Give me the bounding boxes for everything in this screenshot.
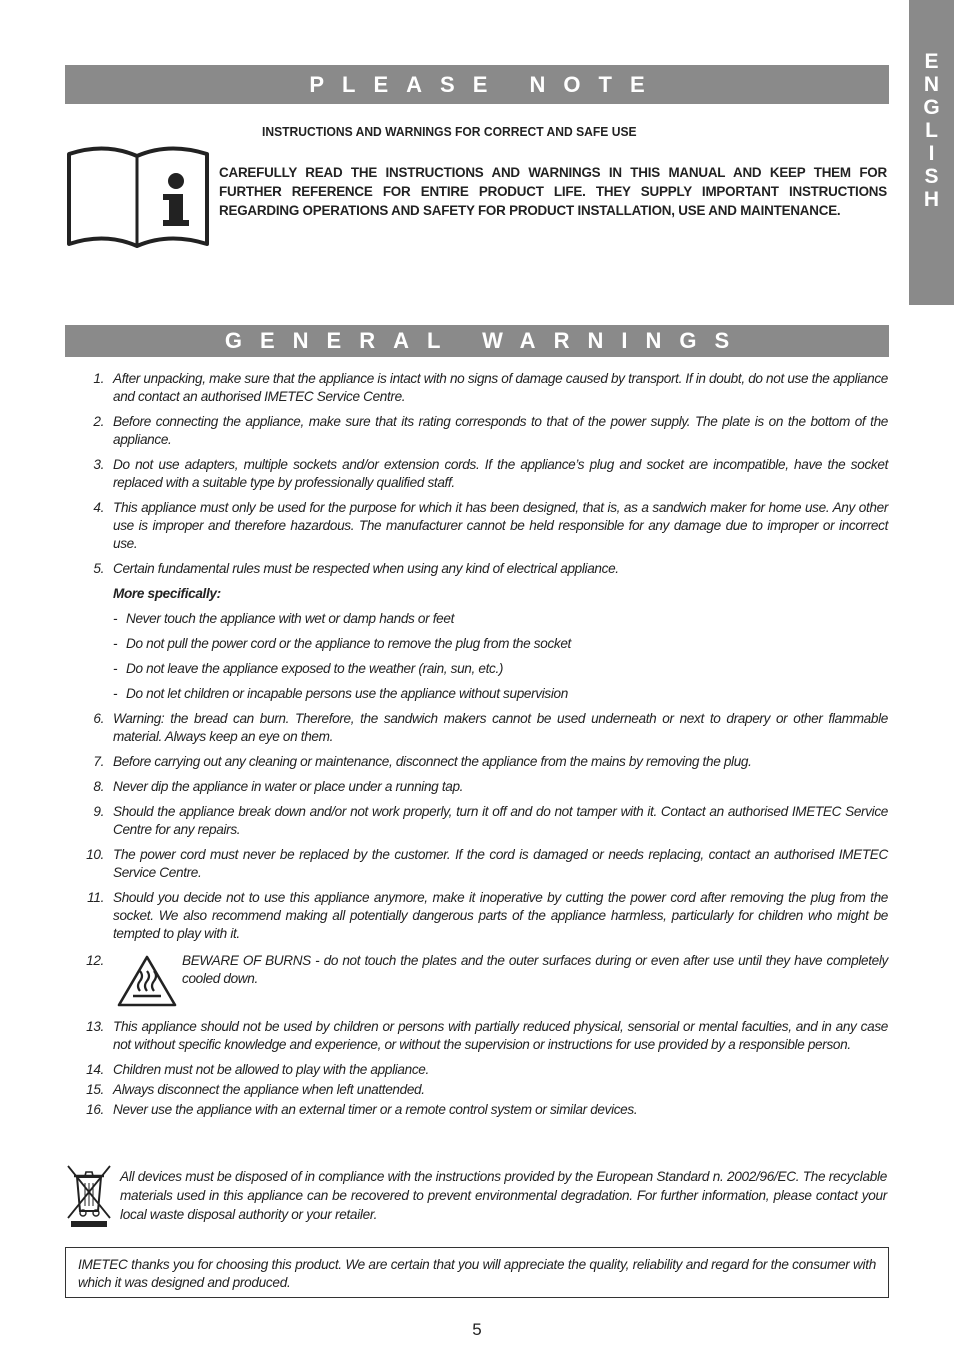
item-number: 8.	[93, 779, 104, 794]
warnings-list	[66, 370, 888, 943]
sub-item-text: Never touch the appliance with wet or damp hands or feet	[126, 611, 454, 626]
crossed-bin-icon	[65, 1163, 113, 1229]
language-letter: L	[925, 119, 938, 142]
item-text: Children must not be allowed to play with the appliance.	[113, 1062, 429, 1077]
item-number: 16.	[86, 1102, 104, 1117]
list-item	[66, 560, 888, 578]
item-number: 12.	[86, 953, 104, 968]
item-number: 3.	[93, 457, 104, 472]
burn-warning-item	[69, 952, 888, 988]
sub-item-text: Do not pull the power cord or the appliance to remove the plug from the socket	[126, 636, 571, 651]
list-item	[66, 1101, 888, 1119]
item-text: BEWARE OF BURNS - do not touch the plates and the outer surfaces during or even after use until they have completely cooled down.	[182, 953, 888, 986]
intro-paragraph: CAREFULLY READ THE INSTRUCTIONS AND WARNINGS IN THIS MANUAL AND KEEP THEM FOR FURTHER REFERENCE FOR ENTIRE PRODUCT LIFE. THEY SUPPLY IMPORTANT INSTRUCTIONS REGARDING OPERATIONS AND SAFETY FOR PRODUCT INSTALLATION, USE AND MAINTENANCE.	[219, 165, 887, 218]
language-letter: G	[923, 96, 940, 119]
item-text: After unpacking, make sure that the appliance is intact with no signs of damage caused by transport. If in doubt, do not use the appliance and contact an authorised IMETEC Service Centre.	[113, 371, 888, 404]
warnings-list-continued	[66, 1018, 888, 1119]
list-item	[66, 413, 888, 449]
item-number: 15.	[86, 1082, 104, 1097]
list-item	[66, 778, 888, 796]
item-text: This appliance should not be used by children or persons with partially reduced physical, sensorial or mental faculties, and in any case not without specific knowledge and experience, or without the supervision or instructions for use provided by a responsible person.	[113, 1019, 888, 1052]
list-item	[66, 803, 888, 839]
please-note-heading: PLEASE NOTE	[65, 65, 889, 104]
item-text: Always disconnect the appliance when left unattended.	[113, 1082, 425, 1097]
list-item	[66, 499, 888, 553]
item-text: Should you decide not to use this appliance anymore, make it inoperative by cutting the power cord after removing the plug from the socket. We also recommend making all potentially dangerous parts of the appliance harmless, particularly for children who might be tempted to play with it.	[113, 890, 888, 941]
sub-list-item: - Do not let children or incapable persons use the appliance without supervision	[113, 686, 568, 701]
page-number: 5	[472, 1320, 482, 1339]
language-tab-letters	[909, 50, 954, 211]
language-letter: I	[928, 142, 935, 165]
instructions-subheading: INSTRUCTIONS AND WARNINGS FOR CORRECT AND SAFE USE	[262, 124, 637, 139]
item-text: Warning: the bread can burn. Therefore, the sandwich makers cannot be used underneath or next to drapery or other flammable material. Always keep an eye on them.	[113, 711, 888, 744]
item-number: 11.	[87, 890, 104, 905]
general-warnings-heading: GENERAL WARNINGS	[65, 325, 889, 357]
language-letter: H	[923, 188, 940, 211]
item-number: 6.	[93, 711, 104, 726]
item-text: This appliance must only be used for the purpose for which it has been designed, that is, as a sandwich maker for home use. Any other use is improper and therefore hazardous. The manufacturer cannot be held responsible for any damage due to improper or incorrect use.	[113, 500, 888, 551]
item-text: Never dip the appliance in water or place under a running tap.	[113, 779, 464, 794]
sub-item-text: Do not let children or incapable persons use the appliance without supervision	[126, 686, 568, 701]
item-number: 2.	[93, 414, 104, 429]
sub-list-item: - Do not leave the appliance exposed to the weather (rain, sun, etc.)	[113, 661, 504, 676]
language-tab	[909, 0, 954, 305]
item-text: Do not use adapters, multiple sockets and/or extension cords. If the appliance’s plug and socket are incompatible, have the socket replaced with a suitable type by professionally qualified staff.	[113, 457, 888, 490]
list-item	[66, 753, 888, 771]
item-number: 7.	[93, 754, 104, 769]
sub-item-text: Do not leave the appliance exposed to the weather (rain, sun, etc.)	[126, 661, 504, 676]
thanks-box: IMETEC thanks you for choosing this product. We are certain that you will appreciate the quality, reliability and regard for the consumer with which it was designed and produced.	[65, 1247, 889, 1298]
item-number: 14.	[86, 1062, 104, 1077]
sub-list-item: - Do not pull the power cord or the appliance to remove the plug from the socket	[113, 636, 571, 651]
item-text: The power cord must never be replaced by the customer. If the cord is damaged or needs replacing, contact an authorised IMETEC Service Centre.	[113, 847, 888, 880]
language-letter: E	[924, 50, 939, 73]
item-text: Certain fundamental rules must be respected when using any kind of electrical appliance.	[113, 561, 619, 576]
item-number: 1.	[93, 371, 104, 386]
sub-list-item: - Never touch the appliance with wet or damp hands or feet	[113, 611, 454, 626]
list-item	[66, 889, 888, 943]
item-text: Should the appliance break down and/or not work properly, turn it off and do not tamper with it. Contact an authorised IMETEC Service Centre for any repairs.	[113, 804, 888, 837]
list-item	[66, 1061, 888, 1079]
info-manual-icon	[65, 144, 211, 248]
list-item	[66, 846, 888, 882]
item-text: Never use the appliance with an external timer or a remote control system or similar devices.	[113, 1102, 638, 1117]
more-specifically-label: More specifically:	[113, 586, 221, 601]
disposal-notice: All devices must be disposed of in compliance with the instructions provided by the European Standard n. 2002/96/EC. The recyclable materials used in this appliance can be recovered to prevent environmental degradation. For further information, please contact your local waste disposal authority or your retailer.	[120, 1169, 887, 1222]
item-number: 13.	[86, 1019, 104, 1034]
list-item	[66, 1081, 888, 1099]
list-item	[66, 1018, 888, 1054]
list-item	[66, 370, 888, 406]
hot-surface-warning-icon	[116, 954, 178, 1008]
list-item	[66, 710, 888, 746]
list-item	[66, 456, 888, 492]
item-number: 5.	[93, 561, 104, 576]
item-number: 10.	[86, 847, 104, 862]
language-letter: S	[924, 165, 939, 188]
item-text: Before carrying out any cleaning or maintenance, disconnect the appliance from the mains by removing the plug.	[113, 754, 752, 769]
language-letter: N	[923, 73, 940, 96]
item-text: Before connecting the appliance, make sure that its rating corresponds to that of the power supply. The plate is on the bottom of the appliance.	[113, 414, 888, 447]
item-number: 4.	[93, 500, 104, 515]
item-number: 9.	[93, 804, 104, 819]
